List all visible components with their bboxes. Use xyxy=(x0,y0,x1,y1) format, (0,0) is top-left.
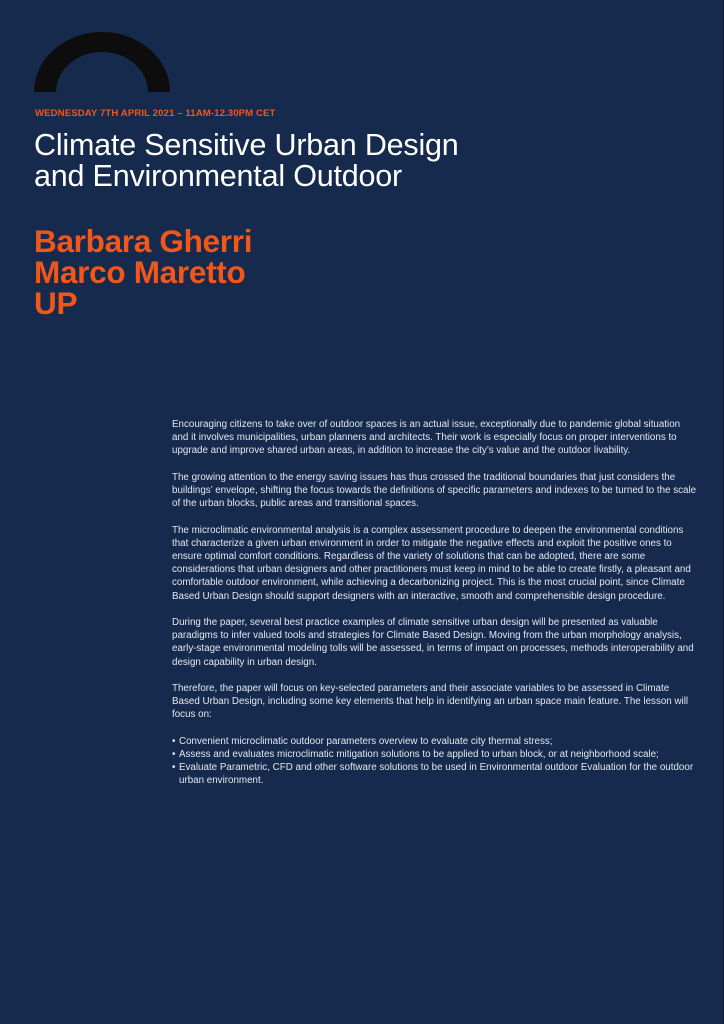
speaker-list xyxy=(34,223,253,321)
event-date: WEDNESDAY 7TH APRIL 2021 – 11AM-12.30PM CET xyxy=(35,108,276,119)
abstract-paragraph: The growing attention to the energy saving issues has thus crossed the traditional boundaries that just considers the buildings’ envelope, shifting the focus towards the definitions of specific parameters and indexes to be turned to the scale of the urban blocks, public areas and transitional spaces. xyxy=(172,471,697,510)
list-item: • Evaluate Parametric, CFD and other software solutions to be used in Environmental outdoor Evaluation for the outdoor urban environment. xyxy=(172,761,697,787)
list-item: • Convenient microclimatic outdoor parameters overview to evaluate city thermal stress; xyxy=(172,735,697,748)
abstract-paragraph: Therefore, the paper will focus on key-selected parameters and their associate variables to be assessed in Climate Based Urban Design, including some key elements that help in identifying an urban space main feature. The lesson will focus on: xyxy=(172,683,689,721)
speaker-affiliation: UP xyxy=(34,285,78,321)
abstract xyxy=(172,418,697,788)
half-ring-arch-icon xyxy=(34,32,170,92)
abstract-paragraph: The microclimatic environmental analysis is a complex assessment procedure to deepen the environmental conditions that characterize a given urban environment in order to mitigate the negative effects and exploit the positive ones to ensure optimal comfort conditions. Regardless of the variety of solutions that can be adopted, there are some considerations that urban designers and other practitioners must keep in mind to be able to create firstly, a pleasant and comfortable outdoor environment, while achieving a decarbonizing project. This is the most crucial point, since Climate Based Urban Design should support designers with an interactive, smooth and comprehensible design procedure. xyxy=(172,524,691,602)
focus-list xyxy=(172,735,697,788)
title-line: Climate Sensitive Urban Design xyxy=(34,128,459,162)
page-title xyxy=(34,130,674,192)
speaker-name: Barbara Gherri xyxy=(34,223,253,259)
speaker-name: Marco Maretto xyxy=(34,254,246,290)
title-line: and Environmental Outdoor xyxy=(34,159,402,193)
list-item: • Assess and evaluates microclimatic mitigation solutions to be applied to urban block, or at neighborhood scale; xyxy=(172,748,697,761)
abstract-paragraph: During the paper, several best practice examples of climate sensitive urban design will be presented as valuable paradigms to infer valued tools and strategies for Climate Based Design. Moving from the urban morphology analysis, early-stage environmental modeling tolls will be assessed, in terms of impact on processes, methods interoperability and design capability in urban design. xyxy=(172,617,694,668)
abstract-paragraph: Encouraging citizens to take over of outdoor spaces is an actual issue, exceptionally due to pandemic global situation and it involves municipalities, urban planners and architects. Their work is especially focus on proper interventions to upgrade and improve shared urban areas, in addition to increase the city’s value and the outdoor livability. xyxy=(172,419,681,457)
